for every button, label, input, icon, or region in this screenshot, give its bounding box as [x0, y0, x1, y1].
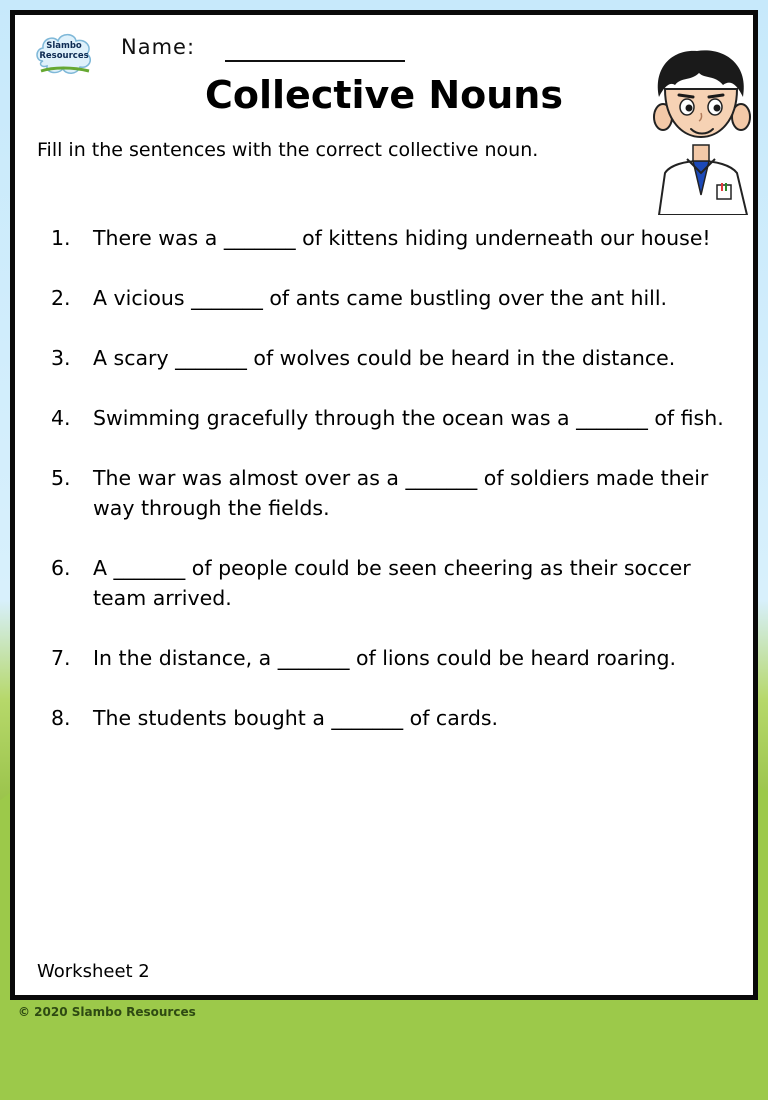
question-item [37, 463, 727, 523]
question-text: Swimming gracefully through the ocean was a _______ of fish. [93, 406, 724, 430]
question-number: 5. [51, 466, 71, 490]
scientist-boy-icon [645, 45, 757, 215]
question-text: The war was almost over as a _______ of soldiers made their way through the fields. [93, 466, 709, 520]
question-number: 7. [51, 646, 71, 670]
worksheet-page [10, 10, 758, 1000]
worksheet-label: Worksheet 2 [37, 961, 150, 982]
question-text: In the distance, a _______ of lions could be heard roaring. [93, 646, 677, 670]
question-number: 4. [51, 406, 71, 430]
question-number: 6. [51, 556, 71, 580]
logo-text: Slambo Resources [39, 41, 89, 61]
question-item [37, 403, 727, 433]
question-item [37, 643, 727, 673]
question-list [37, 223, 727, 763]
question-number: 8. [51, 706, 71, 730]
question-text: A vicious _______ of ants came bustling over the ant hill. [93, 286, 668, 310]
question-item [37, 553, 727, 613]
name-label: Name: [121, 35, 196, 59]
copyright-text: © 2020 Slambo Resources [18, 1005, 196, 1019]
question-item [37, 223, 727, 253]
question-text: A _______ of people could be seen cheering as their soccer team arrived. [93, 556, 691, 610]
question-item [37, 343, 727, 373]
question-text: The students bought a _______ of cards. [93, 706, 499, 730]
instructions-text: Fill in the sentences with the correct collective noun. [37, 139, 539, 161]
question-number: 3. [51, 346, 71, 370]
question-text: A scary _______ of wolves could be heard in the distance. [93, 346, 676, 370]
name-field-line[interactable] [225, 60, 405, 62]
question-item [37, 703, 727, 733]
page-title: Collective Nouns [205, 73, 563, 117]
question-number: 1. [51, 226, 71, 250]
question-item [37, 283, 727, 313]
question-text: There was a _______ of kittens hiding underneath our house! [93, 226, 711, 250]
question-number: 2. [51, 286, 71, 310]
